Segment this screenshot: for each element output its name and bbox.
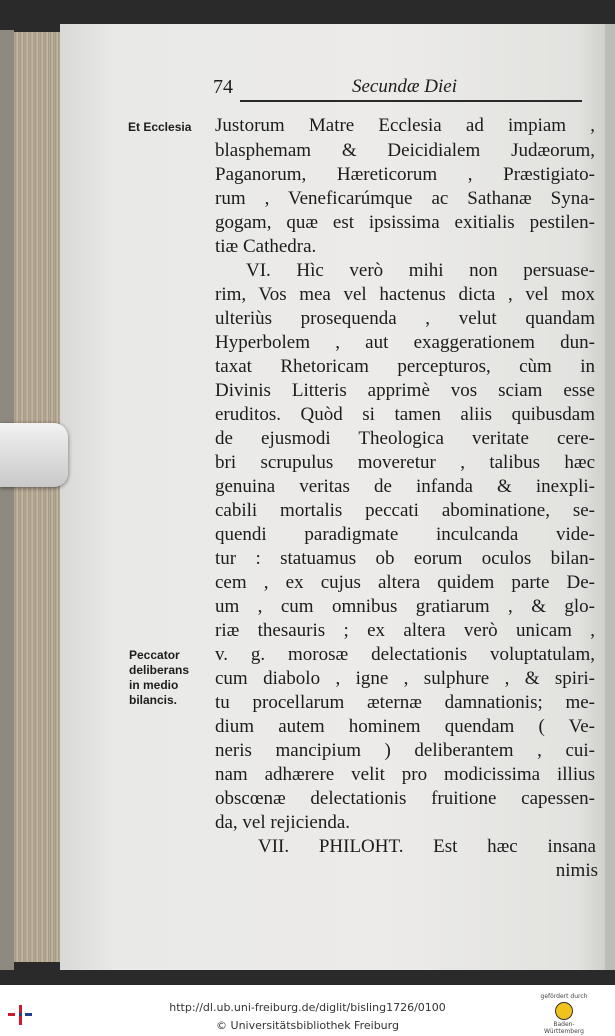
- text-line: blasphemam & Deicidialem Judæorum,: [215, 140, 595, 161]
- text-line: Paganorum, Hæreticorum , Præstigiato-: [215, 164, 595, 185]
- text-line: bri scrupulus moveretur , talibus hæc: [215, 452, 595, 473]
- text-line: Divinis Litteris apprimè vos sciam esse: [215, 380, 595, 401]
- margin-note-line: in medio: [129, 678, 179, 692]
- text-line: rum , Veneficarúmque ac Sathanæ Syna-: [215, 188, 595, 209]
- viewer-footer: [0, 985, 615, 1036]
- text-line: neris mancipium ) deliberantem , cui-: [215, 740, 595, 761]
- text-line: eruditos. Quòd si tamen aliis quibusdam: [215, 404, 595, 425]
- text-line: obscœnæ delectationis fruitione capessen-: [215, 788, 595, 809]
- text-line: Justorum Matre Ecclesia ad impiam ,: [215, 115, 595, 136]
- margin-note-line: bilancis.: [129, 693, 178, 707]
- margin-note-line: Peccator: [129, 648, 180, 662]
- page-number: 74: [213, 76, 233, 98]
- margin-note-line: deliberans: [129, 663, 190, 677]
- header-rule: [240, 100, 582, 102]
- state-crest-icon: [555, 1002, 573, 1020]
- text-line: VI. Hìc verò mihi non persuase-: [246, 260, 595, 281]
- text-line: taxat Rhetoricam percepturos, cùm in: [215, 356, 595, 377]
- text-line: tiæ Cathedra.: [215, 236, 317, 257]
- text-line: riæ thesauris ; ex altera verò unicam ,: [215, 620, 595, 641]
- right-page-edge: [605, 24, 615, 970]
- funder-label: gefördert durch: [540, 993, 588, 1000]
- funder-name: Baden-Württemberg: [544, 1021, 584, 1035]
- margin-note-line: Et Ecclesia: [128, 120, 192, 134]
- catchword: nimis: [555, 860, 598, 881]
- copyright-text: © Universitätsbibliothek Freiburg: [216, 1019, 399, 1032]
- text-line: cabili mortalis peccati abominatione, se-: [215, 500, 595, 521]
- source-url-link[interactable]: http://dl.ub.uni-freiburg.de/diglit/bisling1726/0100: [169, 1001, 446, 1014]
- text-line: quendi paradigmate inculcanda vide-: [215, 524, 595, 545]
- margin-note-peccator: [129, 648, 189, 708]
- text-line: tur : statuamus ob eorum oculos bilan-: [215, 548, 595, 569]
- text-line: dium autem hominem quendam ( Ve-: [215, 716, 595, 737]
- text-line: da, vel rejicienda.: [215, 812, 351, 833]
- text-line: VII. PHILOHT. Est hæc insana: [258, 836, 596, 857]
- book-cover-edge: [0, 30, 14, 970]
- text-line: Hyperbolem , aut exaggerationem dun-: [215, 332, 595, 353]
- text-line: cum diabolo , igne , sulphure , & spiri-: [215, 668, 595, 689]
- margin-note-et-ecclesia: [128, 120, 191, 135]
- text-line: genuina veritas de infanda & inexpli-: [215, 476, 595, 497]
- text-line: ulteriùs prosequenda , velut quandam: [215, 308, 595, 329]
- text-line: cem , ex cujus altera quidem parte De-: [215, 572, 595, 593]
- text-line: v. g. morosæ delectationis voluptatulam,: [215, 644, 595, 665]
- text-line: de ejusmodi Theologica veritate cere-: [215, 428, 595, 449]
- funder-badge: [534, 993, 594, 1035]
- text-line: rim, Vos mea vel hactenus dicta , vel mox: [215, 284, 595, 305]
- page-turn-tab[interactable]: [0, 423, 68, 487]
- running-title: Secundæ Diei: [352, 76, 458, 97]
- page-header: [0, 76, 615, 106]
- text-line: nam adhærere velit pro modicissima illius: [215, 764, 595, 785]
- text-line: tu procellarum æternæ damnationis; me-: [215, 692, 595, 713]
- text-line: um , cum omnibus gratiarum , & glo-: [215, 596, 595, 617]
- text-line: gogam, quæ est ipsissima exitialis pestilen-: [215, 212, 595, 233]
